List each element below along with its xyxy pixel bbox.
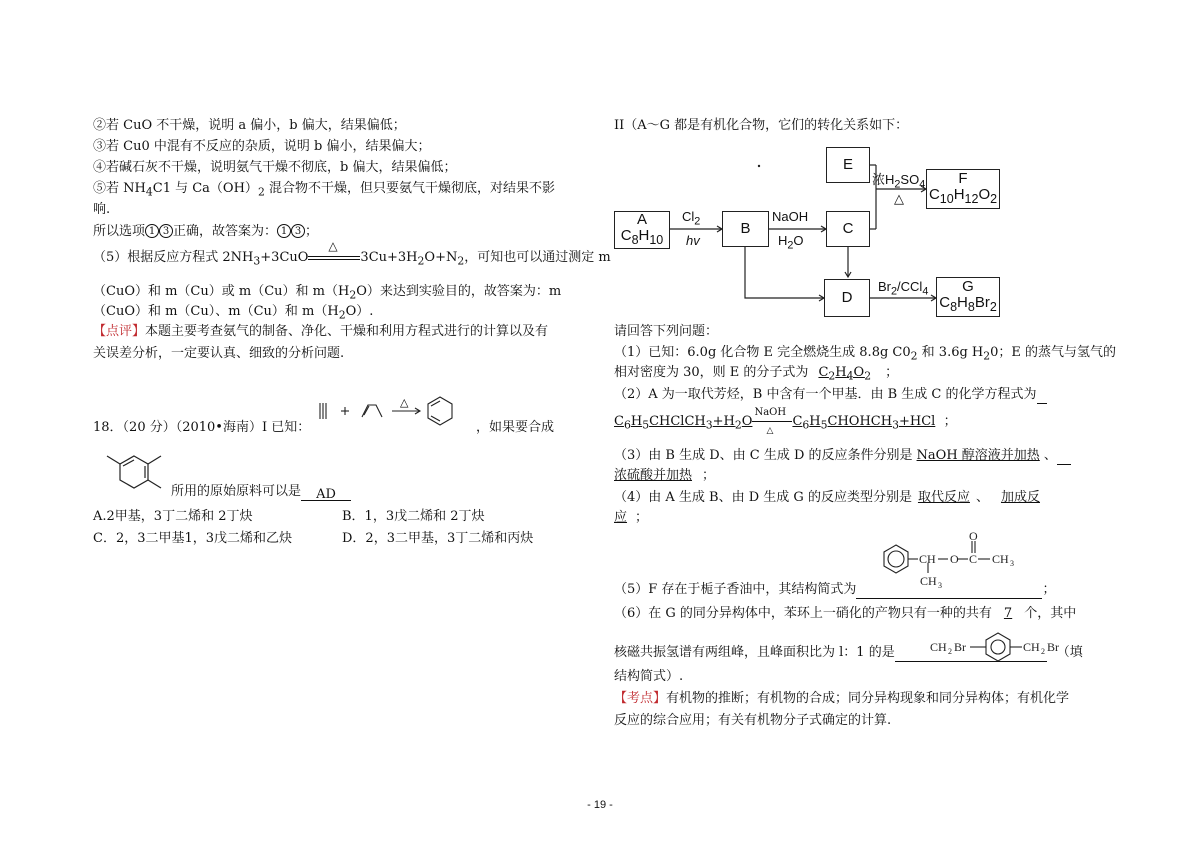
answer-e-formula: [808, 365, 885, 383]
text: SO: [900, 172, 920, 187]
text-line: [614, 447, 1071, 465]
text-line: [614, 344, 1116, 366]
sub: 3: [705, 418, 713, 432]
eq-line-bottom: [308, 259, 360, 260]
text: C: [928, 186, 940, 203]
text: C: [620, 227, 632, 244]
text-line: [614, 489, 1040, 507]
text: ，可知也可以通过测定 m: [464, 250, 611, 265]
text: H: [957, 294, 968, 311]
sub: 2: [828, 369, 836, 383]
text: ；: [635, 510, 649, 525]
text-line: ③若 Cu0 中混有不反应的杂质，说明 b 偏小，结果偏大；: [93, 139, 431, 154]
sub: 10: [649, 233, 664, 247]
answer-text: NaOH 醇溶液并加热: [916, 448, 1040, 463]
answer-text: 取代反应: [917, 490, 970, 505]
text-line: [614, 364, 898, 386]
sub: 2: [864, 369, 872, 383]
text: C: [939, 294, 951, 311]
text: 核磁共振氢谱有两组峰，且峰面积比为 l：1 的是: [614, 645, 895, 660]
node-formula: [621, 228, 664, 248]
sub: 3: [892, 418, 899, 432]
node-a: [614, 211, 670, 249]
text-line: 响.: [93, 202, 111, 217]
text: 、: [1043, 448, 1057, 463]
sub: 6: [623, 418, 631, 432]
text: （填: [1056, 645, 1083, 660]
o-atom: O: [969, 531, 978, 543]
answer-text: 7: [1003, 606, 1013, 621]
text: +3CuO: [260, 250, 309, 265]
node-label: G: [962, 278, 974, 295]
methyl-bond: [148, 456, 161, 464]
text: （6）在 G 的同分异构体中，苯环上一硝化的产物只有一种的共有: [614, 606, 992, 621]
text-line: [614, 386, 1047, 404]
text: 、: [975, 490, 989, 505]
ch-group: CH: [919, 552, 936, 566]
methyl-bond: [107, 456, 120, 464]
text-line: 结构简式）.: [614, 669, 684, 684]
text-line: [614, 509, 648, 527]
text: C1 与 Ca（OH）: [152, 181, 258, 196]
ch2-group: CH: [930, 640, 947, 654]
text: （5）根据反应方程式 2NH: [93, 250, 254, 265]
node-label: E: [842, 156, 853, 173]
naoh-text: NaOH: [754, 406, 787, 418]
c-atom: C: [969, 552, 978, 566]
option-c: C．2，3二甲基1，3戊二烯和乙炔: [93, 531, 293, 546]
option-b: B．1，3戊二烯和 2丁炔: [342, 509, 485, 524]
text: H: [630, 414, 643, 429]
sub: 2: [787, 239, 794, 252]
answer-blank: [301, 486, 351, 501]
text: （3）由 B 生成 D、由 C 生成 D 的反应条件分别是: [614, 448, 913, 463]
sub: 4: [922, 285, 929, 298]
sub: 8: [950, 300, 958, 314]
reaction-arrow: [308, 238, 360, 265]
br2-label: [878, 279, 928, 298]
text: ；: [1042, 582, 1056, 597]
sub: 4: [846, 369, 854, 383]
delta-label: △: [894, 191, 904, 206]
text: 浓H: [872, 172, 895, 187]
text: 本题主要考查氨气的制备、净化、干燥和利用方程式进行的计算以及有: [145, 324, 549, 339]
node-b: [722, 211, 769, 247]
text: /CCl: [897, 279, 923, 294]
answer-blank: [856, 584, 1042, 599]
arrow-b-d: [745, 247, 824, 298]
node-f: [926, 169, 1000, 209]
text-line: [93, 180, 555, 202]
dimethylcyclohexadiene-structure: [101, 444, 167, 496]
text: H: [835, 365, 847, 380]
text-line: ，如果要合成: [476, 420, 555, 435]
text: ；: [702, 468, 716, 483]
node-label: D: [841, 289, 853, 306]
sub: 5: [642, 418, 650, 432]
answer-blank: [1057, 450, 1071, 465]
text: 所用的原始原料可以是: [171, 484, 302, 499]
text-line: [614, 581, 1055, 599]
page-number: - 19 -: [587, 799, 613, 811]
sub: 2: [338, 308, 346, 322]
sub: 4: [145, 185, 153, 199]
text: O: [978, 186, 991, 203]
sub: 8: [631, 233, 639, 247]
text: +H: [712, 414, 735, 429]
text-line: [614, 467, 715, 485]
text: （4）由 A 生成 B、由 D 生成 G 的反应类型分别是: [614, 490, 912, 505]
delta-symbol: △: [328, 238, 338, 253]
sub: 2: [894, 178, 901, 191]
text: ；: [935, 414, 957, 429]
node-label: A: [636, 211, 647, 228]
ch2-group: CH: [1023, 640, 1040, 654]
dot-mark: [758, 165, 760, 167]
text: H: [953, 186, 965, 203]
delta-symbol: △: [766, 425, 774, 436]
text: H: [778, 233, 788, 248]
diene-skeleton: [362, 405, 382, 417]
text: （2）A 为一取代芳烃，B 中含有一个甲基．由 B 生成 C 的化学方程式为: [614, 387, 1037, 402]
text: （CuO）和 m（Cu）或 m（Cu）和 m（H: [93, 284, 350, 299]
text-line: [93, 283, 561, 305]
text: O: [741, 414, 753, 429]
text-line: [93, 323, 548, 341]
sub: 2: [1041, 647, 1045, 656]
naoh-label: NaOH: [772, 209, 809, 224]
option-d: D．2，3二甲基，3丁二烯和丙炔: [342, 531, 534, 546]
delta-symbol: △: [400, 396, 409, 409]
node-e: [826, 147, 870, 183]
sub: 2: [417, 254, 425, 268]
eq-line-top: [308, 256, 360, 257]
sub: 8: [967, 300, 975, 314]
sub: 3: [253, 254, 261, 268]
sub: 2: [457, 254, 465, 268]
circled-number: 1: [145, 224, 159, 238]
reaction-flow-diagram: [614, 145, 1014, 321]
text: CHOHCH: [827, 414, 893, 429]
ch3-group: CH: [920, 574, 937, 588]
hv-label: hv: [686, 233, 700, 248]
text: 有机物的推断；有机物的合成；同分异构现象和同分异构体；有机化学: [666, 691, 1070, 706]
sub: 12: [964, 192, 979, 206]
text-line: [614, 644, 1083, 662]
text: O）.: [345, 304, 374, 319]
sub: 4: [919, 178, 926, 191]
answer-blank: [1037, 389, 1047, 404]
text-line: 请回答下列问题：: [614, 324, 719, 339]
text-line: [93, 223, 318, 241]
node-label: C: [842, 220, 854, 237]
circled-number: 1: [277, 224, 291, 238]
node-label: F: [958, 170, 968, 187]
text-line: [614, 690, 1069, 708]
answer-text: 加成反: [1000, 490, 1040, 505]
node-c: [826, 211, 870, 247]
text: Br: [878, 279, 891, 294]
ring: [120, 456, 148, 488]
text: H: [809, 414, 821, 429]
text: O+N: [424, 250, 458, 265]
sub: 2: [948, 647, 952, 656]
text-line: [171, 483, 351, 501]
sub: 2: [891, 285, 898, 298]
text: （CuO）和 m（Cu）、m（Cu）和 m（H: [93, 304, 339, 319]
text: 混合物不干燥，但只要氨气干燥彻底，对结果不影: [264, 181, 555, 196]
text-line: ④若碱石灰不干燥，说明氨气干燥不彻底，b 偏大，结果偏低；: [93, 160, 457, 175]
sub: 2: [910, 349, 918, 363]
text: ；: [305, 224, 319, 239]
text: O: [793, 233, 804, 248]
o-atom: O: [950, 552, 959, 566]
text: 相对密度为 30，则 E 的分子式为: [614, 365, 809, 380]
text: 0；E 的蒸气与氢气的: [990, 345, 1117, 360]
text: Br: [974, 294, 990, 311]
text: 18．（20 分）（2010•海南）I 已知：: [93, 420, 311, 435]
text: 正确，故答案为：: [173, 224, 278, 239]
equation-line: [614, 406, 957, 436]
ch3-group: CH: [992, 552, 1009, 566]
text: +HCl: [898, 414, 936, 429]
node-formula: [929, 187, 997, 207]
answer-text: 浓硫酸并加热: [614, 468, 693, 483]
sub: 3: [938, 581, 942, 590]
circled-number: 3: [159, 224, 173, 238]
text: C: [614, 414, 624, 429]
text-line: ②若 CuO 不干燥，说明 a 偏小，b 偏大，结果偏低；: [93, 118, 406, 133]
question-18-line: [93, 419, 310, 437]
text: （5）F 存在于栀子香油中，其结构简式为: [614, 582, 857, 597]
sub: 2: [983, 349, 991, 363]
answer-text: AD: [316, 487, 336, 502]
equation-line: [93, 238, 611, 271]
sub: 2: [989, 300, 997, 314]
text: O: [853, 365, 865, 380]
circled-number: 3: [291, 224, 305, 238]
sub: 2: [990, 192, 998, 206]
text: ；: [885, 365, 899, 380]
topic-tag: 【考点】: [614, 691, 667, 706]
text: 个，其中: [1024, 606, 1077, 621]
answer-text: 应: [614, 510, 628, 525]
text: 和 3.6g H: [917, 345, 984, 360]
sub: 2: [349, 288, 357, 302]
sub: 2: [694, 215, 701, 228]
text: CHClCH: [649, 414, 706, 429]
text-line: [93, 303, 373, 325]
text: ⑤若 NH: [93, 181, 146, 196]
node-formula: [939, 295, 997, 315]
h2so4-label: [872, 169, 925, 191]
sub: 10: [939, 192, 954, 206]
cl2-label: [682, 209, 700, 228]
br-atom: Br: [954, 640, 966, 654]
comment-tag: 【点评】: [93, 324, 146, 339]
text-line: [614, 605, 1076, 623]
text: （1）已知：6.0g 化合物 E 完全燃烧生成 8.8g C0: [614, 345, 911, 360]
node-g: [936, 277, 1000, 317]
br-atom: Br: [1047, 640, 1059, 654]
diels-alder-scheme: [316, 391, 466, 431]
text: 所以选项: [93, 224, 146, 239]
sub: 5: [820, 418, 828, 432]
sub: 3: [1010, 559, 1014, 568]
aromatic-circle: [888, 551, 904, 567]
answer-equation: [614, 406, 936, 436]
text: O）来达到实验目的，故答案为：m: [356, 284, 562, 299]
sub: 2: [734, 418, 742, 432]
text: H: [638, 227, 650, 244]
text: Cl: [682, 209, 695, 224]
h2o-label: [778, 233, 804, 252]
node-label: B: [740, 220, 751, 237]
node-d: [824, 279, 870, 317]
text-line: 关误差分析，一定要认真、细致的分析问题.: [93, 346, 345, 361]
answer-blank: [895, 647, 1047, 662]
text: C: [792, 414, 803, 429]
text-line: 反应的综合应用；有关有机物分子式确定的计算.: [614, 713, 892, 728]
reaction-arrow: [752, 406, 792, 436]
text-line: II（A～G 都是有机化合物，它们的转化关系如下：: [614, 118, 909, 133]
option-a: A.2甲基，3丁二烯和 2丁炔: [93, 509, 253, 524]
methyl-bond: [148, 480, 161, 488]
text: C: [818, 365, 829, 380]
sub: 2: [257, 185, 265, 199]
sub: 6: [802, 418, 810, 432]
text: 3Cu+3H: [360, 250, 418, 265]
